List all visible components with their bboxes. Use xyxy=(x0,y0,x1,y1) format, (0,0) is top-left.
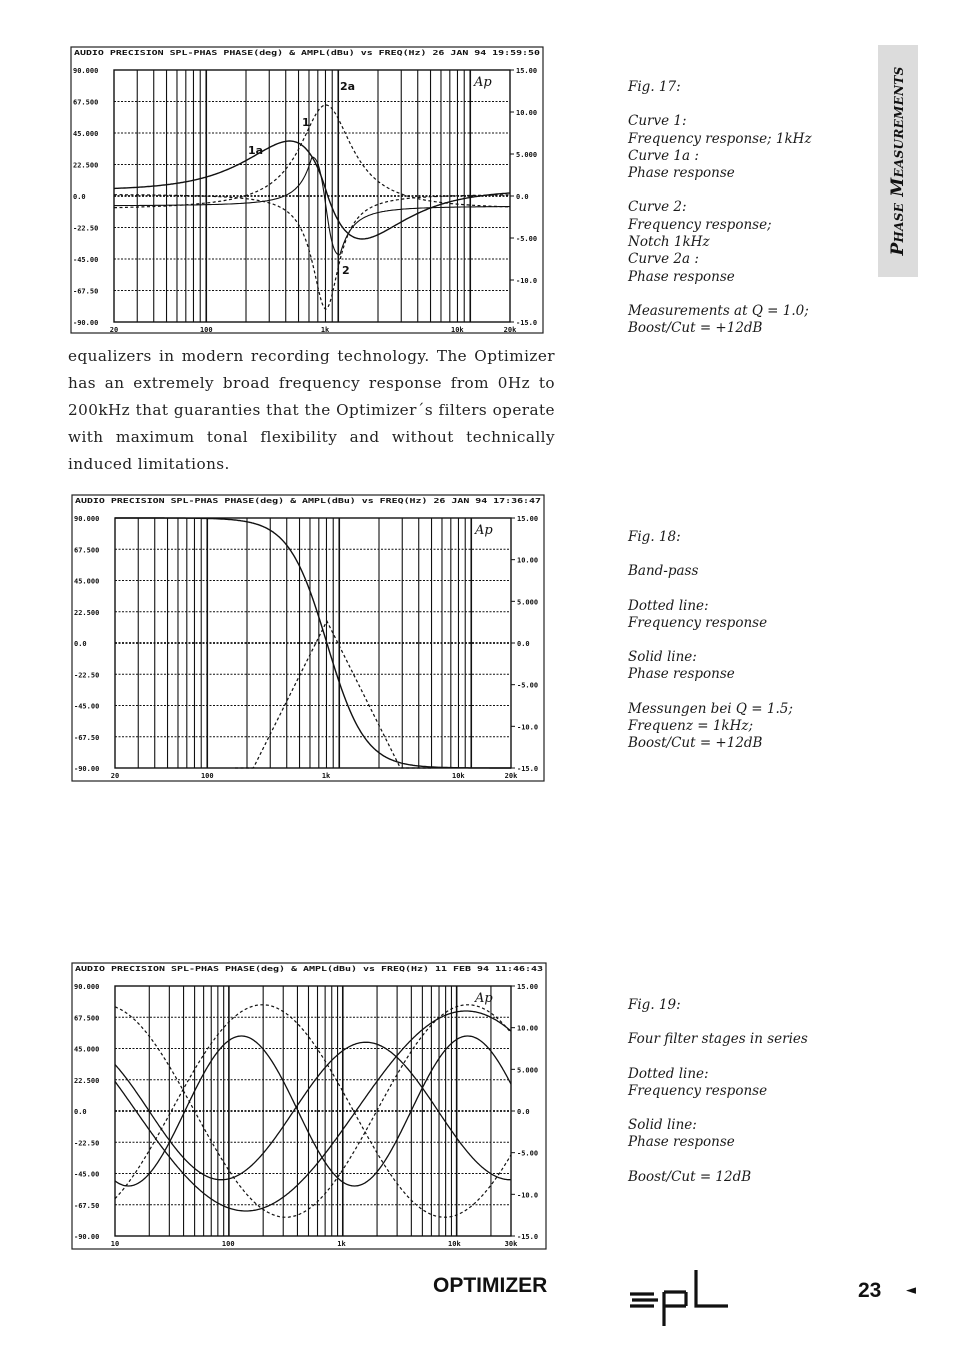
right-tick-label: -15.0 xyxy=(517,1233,539,1241)
fig17-caption-title: Fig. 17: xyxy=(628,79,681,95)
left-tick-label: 0.0 xyxy=(74,640,87,648)
left-tick-label: -90.00 xyxy=(74,765,100,773)
left-tick-label: -90.00 xyxy=(74,1233,100,1241)
x-tick-label: 100 xyxy=(199,326,213,334)
right-tick-label: -5.00 xyxy=(516,235,538,243)
ap-logo: Ap xyxy=(475,991,493,1006)
right-tick-label: 0.0 xyxy=(516,193,529,201)
x-tick-label: 10k xyxy=(448,1240,461,1248)
right-tick-label: 5.000 xyxy=(517,598,539,607)
left-tick-label: -22.50 xyxy=(74,671,100,680)
left-tick-label: -45.00 xyxy=(74,1170,100,1179)
x-tick-label: 30k xyxy=(504,1240,518,1248)
x-tick-label: 100 xyxy=(200,772,214,780)
fig19-caption-solid: Solid line: Phase response xyxy=(628,1117,735,1151)
left-tick-label: 22.500 xyxy=(74,608,100,617)
footer-product-title: OPTIMIZER xyxy=(433,1274,548,1297)
left-tick-label: 0.0 xyxy=(74,1108,87,1116)
left-tick-label: -22.50 xyxy=(73,224,99,233)
left-tick-label: -90.00 xyxy=(73,319,99,327)
section-side-tab-label: Phase Measurements xyxy=(888,66,908,256)
curve-label-1: 1 xyxy=(302,116,310,129)
fig18-caption-type: Band-pass xyxy=(628,563,699,580)
curve-label-1a: 1a xyxy=(248,144,264,157)
chart-frame xyxy=(72,495,544,781)
fig19-caption-title: Fig. 19: xyxy=(628,997,681,1013)
right-tick-label: -10.0 xyxy=(516,277,538,285)
right-tick-label: -10.0 xyxy=(517,723,539,732)
ap-logo: Ap xyxy=(475,523,493,538)
x-tick-label: 20k xyxy=(504,772,518,780)
section-side-tab xyxy=(878,45,918,277)
left-tick-label: 0.0 xyxy=(73,193,86,201)
right-tick-label: -15.0 xyxy=(516,319,538,327)
left-tick-label: 67.500 xyxy=(73,98,99,107)
right-tick-label: -10.0 xyxy=(517,1191,539,1200)
fig19-caption xyxy=(628,997,878,1203)
right-tick-label: 15.00 xyxy=(516,67,538,75)
chart-header: AUDIO PRECISION SPL-PHAS PHASE(deg) & AMPL(dBu) vs FREQ(Hz) 26 JAN 94 19:59:50 xyxy=(74,49,541,57)
fig17-caption-curve2: Curve 2: Frequency response; Notch 1kHz Curve 2a : Phase response xyxy=(628,199,772,285)
fig18-caption xyxy=(628,529,878,770)
body-paragraph: equalizers in modern recording technology. The Optimizer has an extremely broad frequency response from 0Hz to 200kHz that guaranties that the Optimizer´s filters operate with maximum tonal flexibility and without technically induced limitations. xyxy=(68,347,555,473)
left-tick-label: 22.500 xyxy=(73,161,99,170)
ap-logo: Ap xyxy=(474,75,492,90)
right-tick-label: 15.00 xyxy=(517,515,539,523)
right-tick-label: 5.000 xyxy=(517,1066,539,1075)
left-tick-label: 90.000 xyxy=(73,67,99,75)
x-tick-label: 1k xyxy=(320,326,330,334)
left-tick-label: 45.000 xyxy=(74,1045,100,1054)
page-number: 23 xyxy=(858,1279,882,1302)
curve-2a xyxy=(114,157,510,255)
left-tick-label: 90.000 xyxy=(74,983,100,991)
chart-header: AUDIO PRECISION SPL-PHAS PHASE(deg) & AMPL(dBu) vs FREQ(Hz) 26 JAN 94 17:36:47 xyxy=(75,497,542,505)
right-tick-label: 0.0 xyxy=(517,1108,530,1116)
x-tick-label: 1k xyxy=(337,1240,346,1248)
right-tick-label: 10.00 xyxy=(516,109,538,117)
x-tick-label: 10 xyxy=(110,1240,120,1248)
left-tick-label: -22.50 xyxy=(74,1139,100,1148)
fig17-chart xyxy=(70,46,544,340)
spl-logo xyxy=(628,1268,732,1334)
x-tick-label: 100 xyxy=(221,1240,235,1248)
left-tick-label: 67.500 xyxy=(74,1014,100,1023)
right-tick-label: 5.000 xyxy=(516,151,538,159)
page-arrow-icon: ◄ xyxy=(906,1283,916,1298)
fig17-caption-settings: Measurements at Q = 1.0; Boost/Cut = +12dB xyxy=(628,302,809,337)
curve-2 xyxy=(114,195,510,309)
x-tick-label: 20k xyxy=(503,326,517,334)
x-tick-label: 10k xyxy=(452,772,465,780)
right-tick-label: 10.00 xyxy=(517,556,539,565)
fig19-caption-type: Four filter stages in series xyxy=(628,1031,808,1048)
x-tick-label: 20 xyxy=(110,772,120,780)
left-tick-label: 45.000 xyxy=(74,577,100,586)
x-tick-label: 20 xyxy=(109,326,119,334)
right-tick-label: -5.00 xyxy=(517,1149,539,1158)
fig18-chart xyxy=(71,494,545,788)
fig18-caption-title: Fig. 18: xyxy=(628,529,681,545)
left-tick-label: -45.00 xyxy=(73,256,99,264)
right-tick-label: 0.0 xyxy=(517,640,530,648)
chart-header: AUDIO PRECISION SPL-PHAS PHASE(deg) & AMPL(dBu) vs FREQ(Hz) 11 FEB 94 11:46:43 xyxy=(75,965,544,973)
fig19-caption-dotted: Dotted line: Frequency response xyxy=(628,1065,768,1099)
fig18-caption-solid: Solid line: Phase response xyxy=(628,649,735,683)
fig17-caption-curve1: Curve 1: Frequency response; 1kHz Curve 1a : Phase response xyxy=(628,113,812,182)
fig19-chart xyxy=(71,962,547,1256)
left-tick-label: 45.000 xyxy=(73,130,99,138)
fig17-caption xyxy=(628,79,878,355)
left-tick-label: -45.00 xyxy=(74,702,100,711)
curve-1a xyxy=(114,141,510,239)
curve-label-2: 2 xyxy=(342,264,350,277)
fig18-caption-settings: Messungen bei Q = 1.5; Frequenz = 1kHz; Boost/Cut = +12dB xyxy=(628,700,793,752)
left-tick-label: -67.50 xyxy=(74,733,100,742)
x-tick-label: 10k xyxy=(451,326,464,334)
x-tick-label: 1k xyxy=(321,772,331,780)
curve-label-2a: 2a xyxy=(340,80,356,93)
left-tick-label: -67.50 xyxy=(74,1201,100,1210)
right-tick-label: -5.00 xyxy=(517,681,539,690)
left-tick-label: -67.50 xyxy=(73,287,99,296)
right-tick-label: -15.0 xyxy=(517,765,539,773)
right-tick-label: 10.00 xyxy=(517,1024,539,1033)
left-tick-label: 22.500 xyxy=(74,1076,100,1085)
left-tick-label: 67.500 xyxy=(74,546,100,555)
left-tick-label: 90.000 xyxy=(74,515,100,523)
right-tick-label: 15.00 xyxy=(517,983,539,991)
fig19-caption-settings: Boost/Cut = 12dB xyxy=(628,1168,752,1185)
fig18-caption-dotted: Dotted line: Frequency response xyxy=(628,597,768,631)
